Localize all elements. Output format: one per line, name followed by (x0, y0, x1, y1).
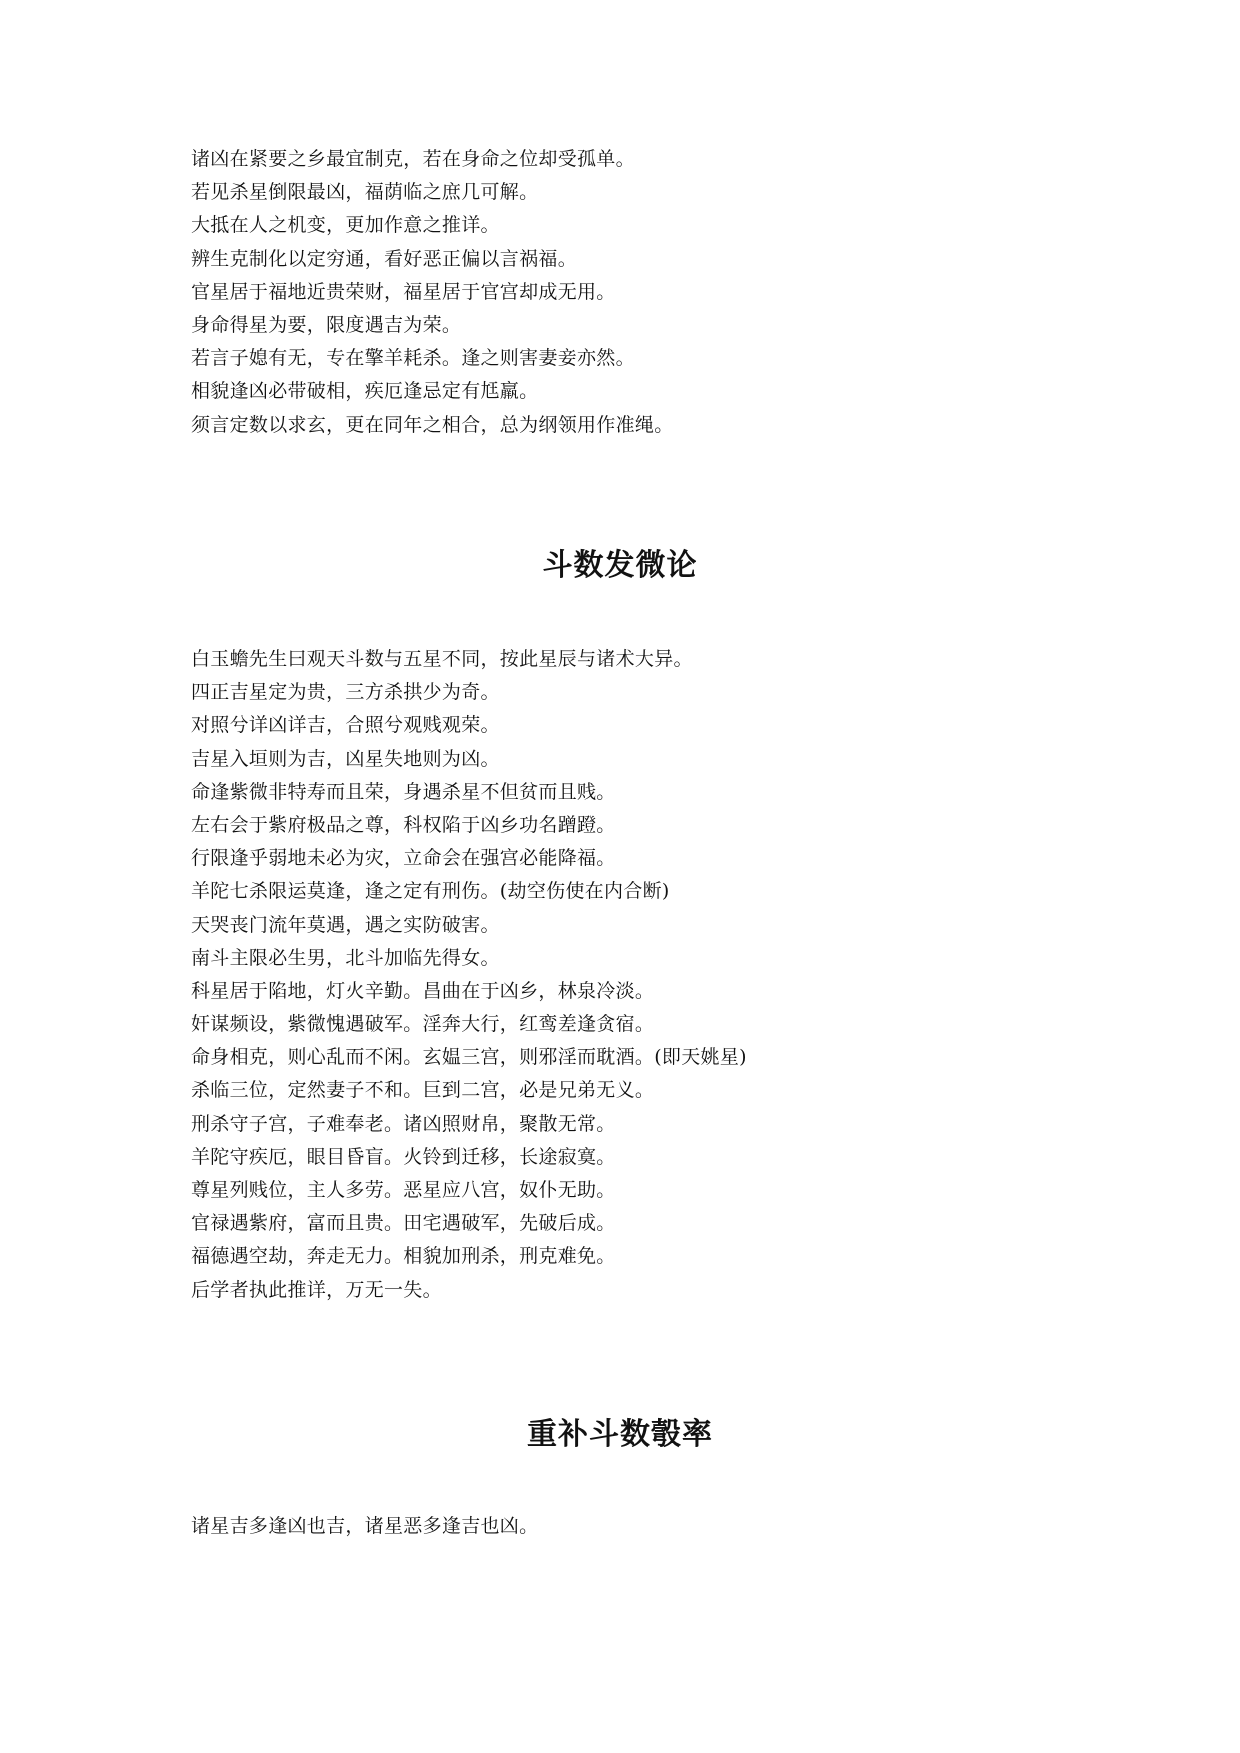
text-line: 奸谋频设，紫微愧遇破军。淫奔大行，红鸾差逢贪宿。 (191, 1013, 655, 1036)
text-line: 刑杀守子宫，子难奉老。诸凶照财帛，聚散无常。 (191, 1112, 616, 1135)
text-line: 对照兮详凶详吉，合照兮观贱观荣。 (191, 714, 500, 737)
section-2-heading: 斗数发微论 (542, 548, 698, 583)
text-line: 吉星入垣则为吉，凶星失地则为凶。 (191, 747, 500, 770)
text-line: 白玉蟾先生曰观天斗数与五星不同，按此星辰与诸术大异。 (191, 648, 693, 670)
text-line: 南斗主限必生男，北斗加临先得女。 (191, 946, 500, 969)
text-line: 科星居于陷地，灯火辛勤。昌曲在于凶乡，林泉冷淡。 (191, 979, 655, 1002)
text-line: 诸星吉多逢凶也吉，诸星恶多逢吉也凶。 (191, 1515, 539, 1537)
text-line: 命逢紫微非特寿而且荣，身遇杀星不但贫而且贱。 (191, 780, 616, 803)
section-1-text (191, 143, 1091, 442)
text-line: 左右会于紫府极品之尊，科权陷于凶乡功名蹭蹬。 (191, 813, 616, 836)
text-line: 羊陀七杀限运莫逢，逢之定有刑伤。(劫空伤使在内合断) (191, 880, 670, 903)
text-line: 杀临三位，定然妻子不和。巨到二宫，必是兄弟无义。 (191, 1079, 655, 1102)
text-line: 若言子媳有无，专在擎羊耗杀。逢之则害妻妾亦然。 (191, 347, 635, 370)
section-2-text (191, 643, 1091, 1307)
text-line: 天哭丧门流年莫遇，遇之实防破害。 (191, 913, 500, 936)
text-line: 后学者执此推详，万无一失。 (191, 1278, 442, 1301)
text-line: 诸凶在紧要之乡最宜制克，若在身命之位却受孤单。 (191, 148, 635, 170)
text-line: 若见杀星倒限最凶，福荫临之庶几可解。 (191, 181, 539, 204)
text-line: 身命得星为要，限度遇吉为荣。 (191, 313, 462, 336)
text-line: 尊星列贱位，主人多劳。恶星应八宫，奴仆无助。 (191, 1179, 616, 1201)
text-line: 相貌逢凶必带破相，疾厄逢忌定有尪羸。 (191, 380, 539, 403)
section-3-text (191, 1510, 1091, 1543)
text-line: 命身相克，则心乱而不闲。玄媪三宫，则邪淫而耽酒。(即天姚星) (191, 1046, 747, 1069)
text-line: 四正吉星定为贵，三方杀拱少为奇。 (191, 681, 500, 704)
text-line: 羊陀守疾厄，眼目昏盲。火铃到迁移，长途寂寞。 (191, 1145, 616, 1168)
text-line: 大抵在人之机变，更加作意之推详。 (191, 214, 500, 237)
text-line: 福德遇空劫，奔走无力。相貌加刑杀，刑克难免。 (191, 1245, 616, 1268)
text-line: 须言定数以求玄，更在同年之相合，总为纲领用作准绳。 (191, 413, 674, 436)
section-3-heading: 重补斗数彀率 (527, 1417, 713, 1452)
text-line: 行限逢乎弱地未必为灾，立命会在强宫必能降福。 (191, 847, 616, 870)
text-line: 官星居于福地近贵荣财，福星居于官宫却成无用。 (191, 280, 616, 303)
text-line: 官禄遇紫府，富而且贵。田宅遇破军，先破后成。 (191, 1212, 616, 1235)
text-line: 辨生克制化以定穷通，看好恶正偏以言祸福。 (191, 247, 578, 270)
